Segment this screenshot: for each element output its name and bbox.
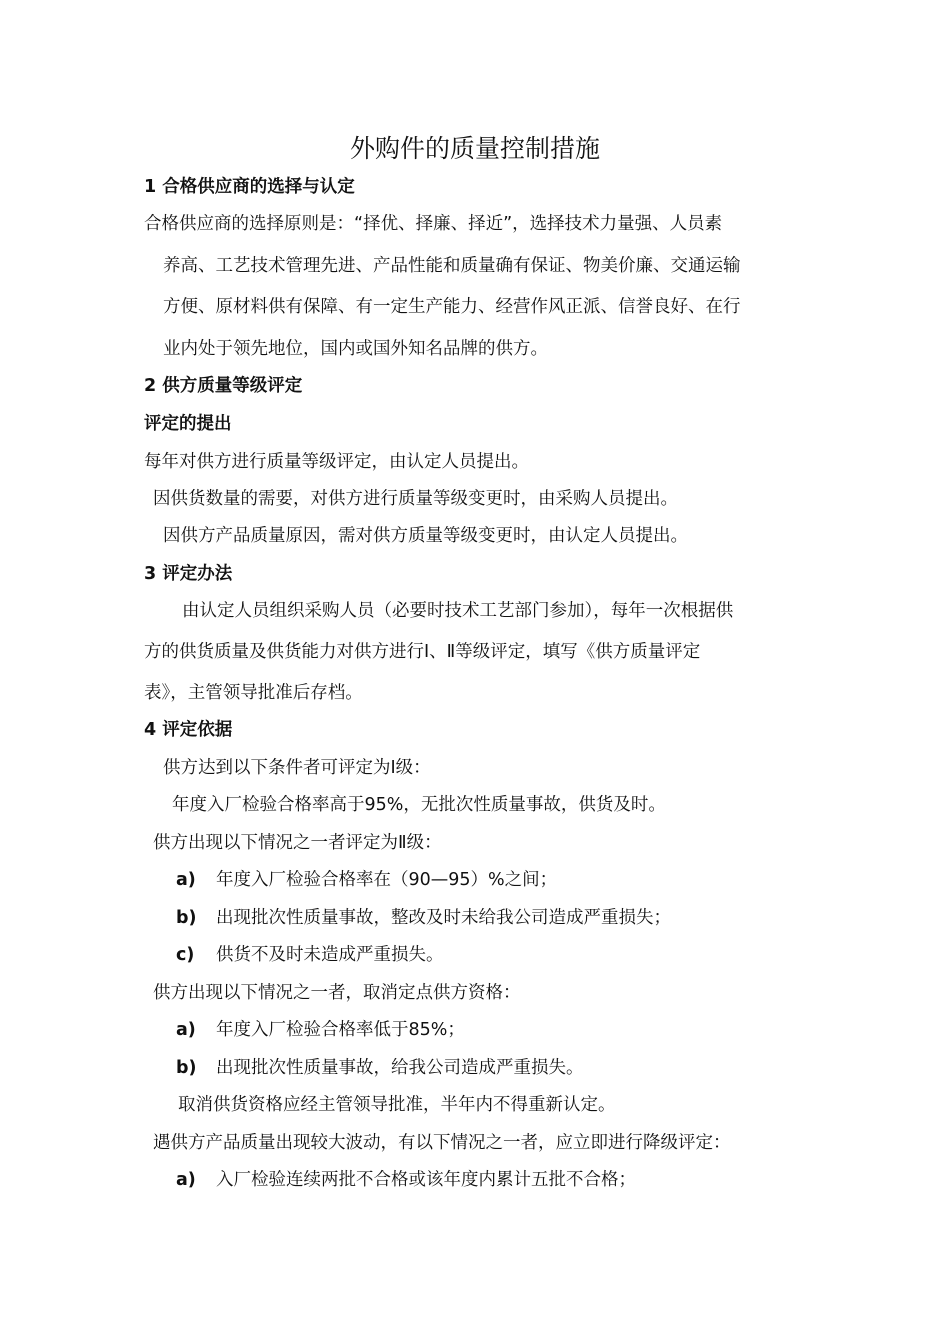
section-1-paragraph-line: 养高、工艺技术管理先进、产品性能和质量确有保证、物美价廉、交通运输 (163, 256, 741, 276)
section-3-paragraph-line: 由认定人员组织采购人员（必要时技术工艺部门参加），每年一次根据供 (182, 601, 734, 621)
section-3-paragraph-line: 方的供货质量及供货能力对供方进行Ⅰ、Ⅱ等级评定，填写《供方质量评定 (144, 642, 701, 662)
section-4-line: 供方达到以下条件者可评定为Ⅰ级： (163, 758, 431, 778)
section-2-subheading: 评定的提出 (144, 414, 232, 434)
section-2-line: 因供方产品质量原因，需对供方质量等级变更时，由认定人员提出。 (163, 526, 688, 546)
section-1-paragraph-line: 方便、原材料供有保障、有一定生产能力、经营作风正派、信誉良好、在行 (163, 297, 741, 317)
list-item-text: 供货不及时未造成严重损失。 (216, 945, 444, 965)
list-marker: b) (176, 1058, 197, 1078)
list-marker: a) (176, 870, 196, 890)
list-item-text: 年度入厂检验合格率在（90—95）%之间； (216, 870, 558, 890)
section-4-line: 遇供方产品质量出现较大波动，有以下情况之一者，应立即进行降级评定： (153, 1133, 731, 1153)
section-4-line: 供方出现以下情况之一者评定为Ⅱ级： (153, 833, 442, 853)
list-item-text: 出现批次性质量事故，整改及时未给我公司造成严重损失； (216, 908, 671, 928)
section-2-line: 因供货数量的需要，对供方进行质量等级变更时，由采购人员提出。 (153, 489, 678, 509)
section-2-line: 每年对供方进行质量等级评定，由认定人员提出。 (144, 452, 529, 472)
section-4-line: 年度入厂检验合格率高于95%，无批次性质量事故，供货及时。 (172, 795, 666, 815)
section-3-paragraph-line: 表》，主管领导批准后存档。 (144, 683, 363, 703)
list-marker: a) (176, 1170, 196, 1190)
section-4-heading: 4 评定依据 (144, 720, 233, 740)
list-marker: c) (176, 945, 195, 965)
list-item-text: 入厂检验连续两批不合格或该年度内累计五批不合格； (216, 1170, 636, 1190)
list-marker: b) (176, 908, 197, 928)
list-marker: a) (176, 1020, 196, 1040)
document-title: 外购件的质量控制措施 (349, 134, 600, 163)
section-4-line: 供方出现以下情况之一者，取消定点供方资格： (153, 983, 521, 1003)
section-1-paragraph-line: 业内处于领先地位，国内或国外知名品牌的供方。 (163, 339, 548, 359)
section-2-heading: 2 供方质量等级评定 (144, 376, 303, 396)
list-item-text: 出现批次性质量事故，给我公司造成严重损失。 (216, 1058, 584, 1078)
section-1-heading: 1 合格供应商的选择与认定 (144, 177, 355, 197)
list-item-text: 年度入厂检验合格率低于85%； (216, 1020, 465, 1040)
section-3-heading: 3 评定办法 (144, 564, 233, 584)
section-1-paragraph-line: 合格供应商的选择原则是：“择优、择廉、择近”，选择技术力量强、人员素 (144, 214, 723, 234)
section-4-line: 取消供货资格应经主管领导批准，半年内不得重新认定。 (178, 1095, 616, 1115)
